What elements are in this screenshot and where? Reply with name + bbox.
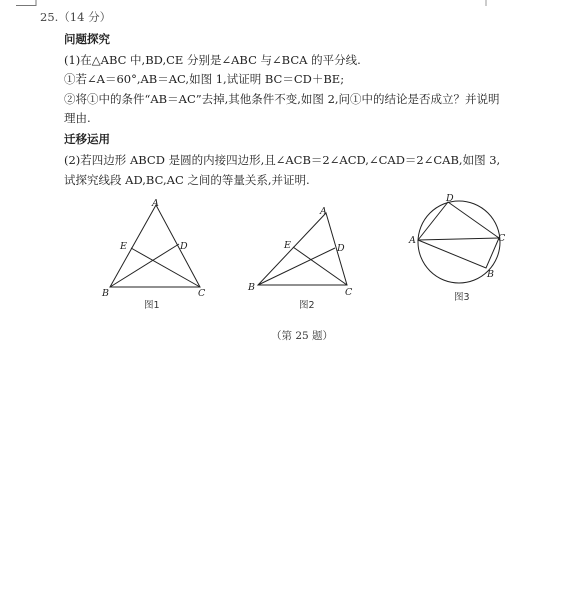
fig2-label-E: E bbox=[284, 240, 291, 251]
fig3-label-B: B bbox=[487, 269, 494, 280]
section-title-transfer-application: 迁移运用 bbox=[64, 132, 110, 146]
fig2-label-C: C bbox=[345, 287, 353, 298]
fig3-caption: 图3 bbox=[454, 292, 470, 303]
figure-caption-question-25: （第 25 题） bbox=[271, 330, 334, 342]
section-title-problem-exploration: 问题探究 bbox=[64, 32, 110, 46]
part1-item2-line2: 理由. bbox=[64, 111, 91, 125]
fig1-label-D: D bbox=[180, 241, 188, 252]
fig3-label-A: A bbox=[409, 235, 416, 246]
part2-line1: (2)若四边形 ABCD 是圆的内接四边形,且∠ACB＝2∠ACD,∠CAD＝2∠CAB,如图 3, bbox=[64, 153, 501, 167]
figures-svg bbox=[0, 190, 572, 320]
part1-item1: ①若∠A＝60°,AB＝AC,如图 1,试证明 BC＝CD＋BE; bbox=[64, 72, 345, 86]
fig1-label-B: B bbox=[102, 288, 109, 299]
question-number: 25.（14 分） bbox=[40, 10, 112, 24]
part2-line2: 试探究线段 AD,BC,AC 之间的等量关系,并证明. bbox=[64, 173, 310, 187]
fig3-label-D: D bbox=[446, 193, 454, 204]
fig1-label-C: C bbox=[198, 288, 206, 299]
fig1-label-A: A bbox=[152, 198, 159, 209]
part1-item2-line1: ②将①中的条件“AB＝AC”去掉,其他条件不变,如图 2,问①中的结论是否成立？并说明 bbox=[64, 92, 500, 106]
fig1-label-E: E bbox=[120, 241, 127, 252]
fig2-label-D: D bbox=[337, 243, 345, 254]
figure-2-diagram bbox=[258, 213, 347, 285]
fig3-label-C: C bbox=[498, 233, 506, 244]
fig1-caption: 图1 bbox=[144, 300, 160, 311]
fig2-caption: 图2 bbox=[299, 300, 315, 311]
fig2-label-A: A bbox=[320, 206, 327, 217]
fig2-label-B: B bbox=[248, 282, 255, 293]
part1-intro: (1)在△ABC 中,BD,CE 分别是∠ABC 与∠BCA 的平分线. bbox=[64, 53, 361, 67]
